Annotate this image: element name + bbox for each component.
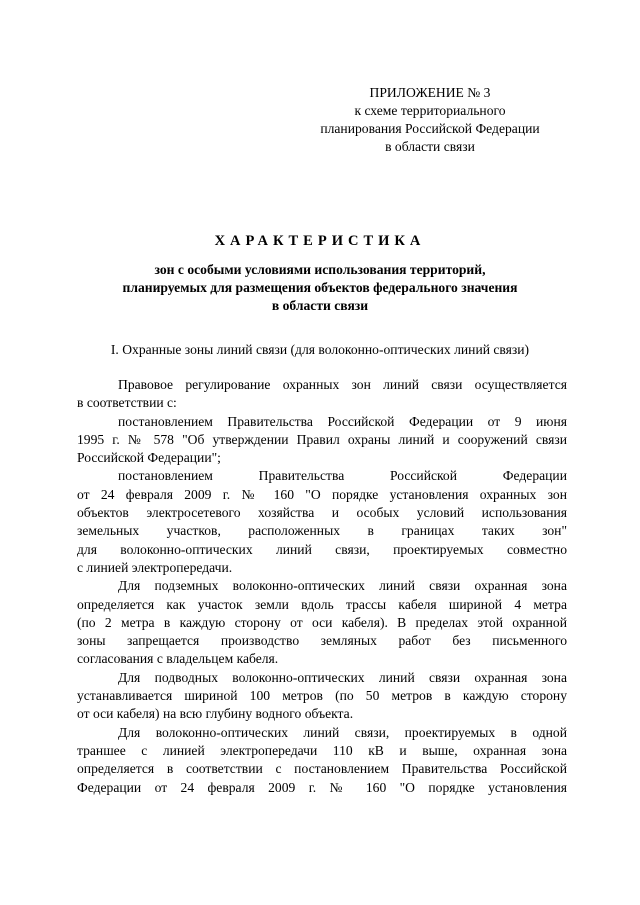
- document-title-block: [60, 232, 580, 315]
- subtitle-line: в области связи: [271, 298, 369, 313]
- body-line: в соответствии с:: [77, 395, 177, 411]
- body-line: определяется как участок земли вдоль трассы кабеля шириной 4 метра: [77, 596, 567, 612]
- body-line: Федерации от 24 февраля 2009 г. № 160 "О порядке установления: [77, 779, 567, 795]
- body-line: постановлением Правительства Российской Федерации: [118, 468, 567, 484]
- appendix-line: планирования Российской Федерации: [320, 121, 540, 136]
- section-heading: I. Охранные зоны линий связи (для волоконно-оптических линий связи): [110, 342, 530, 357]
- appendix-number: ПРИЛОЖЕНИЕ № 3: [369, 85, 491, 100]
- subtitle-line: зон с особыми условиями использования территорий,: [154, 262, 486, 277]
- body-line: устанавливается шириной 100 метров (по 50 метров в каждую сторону: [77, 688, 567, 704]
- body-line: Для подземных волоконно-оптических линий связи охранная зона: [118, 578, 567, 594]
- body-line: Для волоконно-оптических линий связи, проектируемых в одной: [118, 724, 567, 740]
- body-line: для волоконно-оптических линий связи, проектируемых совместно: [77, 541, 567, 557]
- document-title: ХАРАКТЕРИСТИКА: [214, 233, 426, 249]
- body-line: 1995 г. № 578 "Об утверждении Правил охраны линий и сооружений связи: [77, 431, 567, 447]
- body-line: (по 2 метра в каждую сторону от оси кабеля). В пределах этой охранной: [77, 614, 567, 630]
- body-line: определяется в соответствии с постановлением Правительства Российской: [77, 761, 567, 777]
- document-subtitle: [60, 261, 580, 315]
- body-line: земельных участков, расположенных в границах таких зон": [77, 523, 567, 539]
- body-line: с линией электропередачи.: [77, 559, 233, 575]
- appendix-line: к схеме территориального: [354, 103, 506, 118]
- body-line: согласования с владельцем кабеля.: [77, 651, 279, 667]
- body-line: зоны запрещается производство земляных работ без письменного: [77, 633, 567, 649]
- body-line: траншее с линией электропередачи 110 кВ и выше, охранная зона: [77, 742, 567, 758]
- body-line: от 24 февраля 2009 г. № 160 "О порядке установления охранных зон: [77, 486, 567, 502]
- document-body: [77, 376, 567, 797]
- body-line: Правовое регулирование охранных зон линий связи осуществляется: [118, 377, 567, 392]
- body-line: постановлением Правительства Российской Федерации от 9 июня: [118, 413, 567, 429]
- subtitle-line: планируемых для размещения объектов федерального значения: [122, 280, 518, 295]
- appendix-header: [300, 84, 560, 156]
- body-line: Российской Федерации";: [77, 450, 221, 466]
- body-line: Для подводных волоконно-оптических линий связи охранная зона: [118, 669, 567, 685]
- appendix-line: в области связи: [385, 139, 475, 154]
- body-line: от оси кабеля) на всю глубину водного объекта.: [77, 706, 354, 722]
- body-line: объектов электросетевого хозяйства и особых условий использования: [77, 505, 567, 521]
